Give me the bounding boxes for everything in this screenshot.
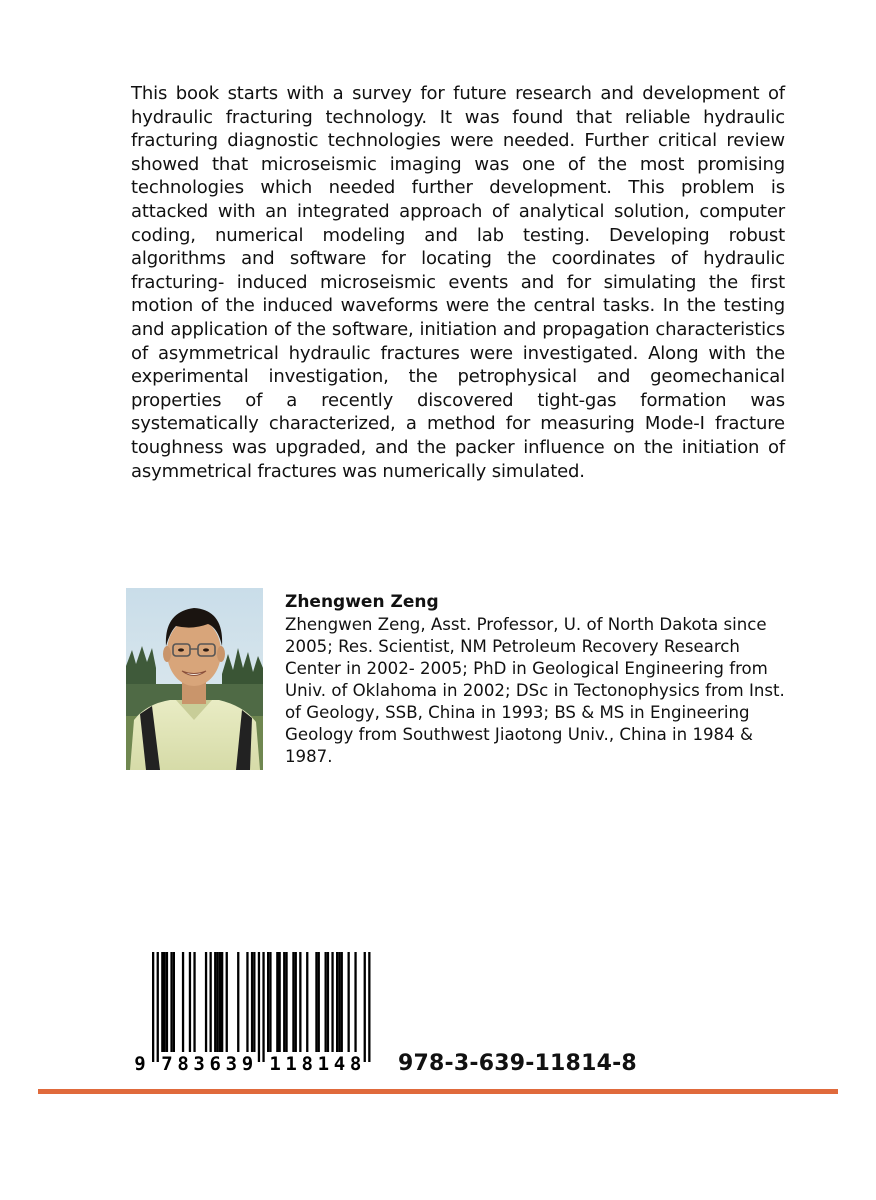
barcode-bar	[221, 952, 223, 1052]
barcode-bar	[283, 952, 285, 1052]
author-photo	[126, 588, 263, 770]
barcode-bar	[161, 952, 163, 1052]
barcode-digit: 8	[301, 1053, 313, 1074]
barcode-bar	[246, 952, 248, 1052]
isbn-barcode	[130, 946, 380, 1074]
barcode-bar	[299, 952, 301, 1052]
barcode-bar	[216, 952, 218, 1052]
barcode-digit: 1	[285, 1053, 297, 1074]
barcode-bar	[262, 952, 264, 1062]
barcode-bar	[219, 952, 221, 1052]
barcode-digit: 3	[193, 1053, 205, 1074]
barcode-bar	[182, 952, 184, 1052]
barcode-bar	[348, 952, 350, 1052]
barcode-digits	[134, 1053, 361, 1074]
barcode-bar	[253, 952, 255, 1052]
author-biography: Zhengwen Zeng, Asst. Professor, U. of North Dakota since 2005; Res. Scientist, NM Petroleum Recovery Research Center in 2002- 2005; PhD in Geological Engineering from Univ. of Oklahoma in 2002; DSc in Tectonophysics from Inst. of Geology, SSB, China in 1993; BS & MS in Engineering Geology from Southwest Jiaotong Univ., China in 1984 & 1987.	[285, 615, 785, 766]
barcode-digit: 9	[241, 1053, 254, 1074]
barcode-bar	[292, 952, 294, 1052]
barcode-bar	[152, 952, 154, 1062]
barcode-bar	[170, 952, 172, 1052]
barcode-bar	[205, 952, 207, 1052]
barcode-bar	[189, 952, 191, 1052]
barcode-bar	[164, 952, 166, 1052]
barcode-bar	[318, 952, 320, 1052]
barcode-bar	[193, 952, 195, 1052]
barcode-bar	[237, 952, 239, 1052]
barcode-bar	[338, 952, 340, 1052]
barcode-digit: 7	[161, 1053, 173, 1074]
barcode-bar	[306, 952, 308, 1052]
barcode-bars	[152, 952, 371, 1062]
barcode-digit: 1	[269, 1053, 281, 1074]
author-name: Zhengwen Zeng	[285, 592, 439, 612]
author-section	[126, 588, 786, 770]
barcode-bar	[279, 952, 281, 1052]
barcode-bar	[173, 952, 175, 1052]
barcode-bar	[258, 952, 260, 1062]
barcode-bar	[364, 952, 366, 1062]
barcode-digit: 9	[134, 1053, 146, 1074]
barcode-bar	[166, 952, 168, 1052]
barcode-bar	[210, 952, 212, 1052]
barcode-bar	[341, 952, 343, 1052]
barcode-bar	[331, 952, 333, 1052]
barcode-bar	[354, 952, 356, 1052]
barcode-bar	[251, 952, 253, 1052]
back-cover-blurb: This book starts with a survey for future research and development of hydraulic fracturing technology. It was found that reliable hydraulic fracturing diagnostic technologies were needed. Further critical review showed that microseismic imaging was one of the most promising technologies which needed further development. This problem is attacked with an integrated approach of analytical solution, computer coding, numerical modeling and lab testing. Developing robust algorithms and software for locating the coordinates of hydraulic fracturing- induced microseismic events and for simulating the first motion of the induced waveforms were the central tasks. In the testing and application of the software, initiation and propagation characteristics of asymmetrical hydraulic fractures were investigated. Along with the experimental investigation, the petrophysical and geomechanical properties of a recently discovered tight-gas formation was systematically characterized, a method for measuring Mode-I fracture toughness was upgraded, and the packer influence on the initiation of asymmetrical fractures was numerically simulated.	[131, 83, 785, 482]
barcode-digit: 1	[317, 1053, 330, 1074]
barcode-bar	[325, 952, 327, 1052]
footer-rule	[38, 1089, 838, 1094]
barcode-bar	[269, 952, 271, 1052]
barcode-digit: 6	[209, 1053, 221, 1074]
barcode-bar	[276, 952, 278, 1052]
isbn-number: 978-3-639-11814-8	[398, 1051, 637, 1076]
barcode-digit: 8	[177, 1053, 189, 1074]
barcode-bar	[336, 952, 338, 1052]
barcode-bar	[327, 952, 329, 1052]
barcode-bar	[285, 952, 287, 1052]
barcode-bar	[368, 952, 370, 1062]
barcode-bar	[157, 952, 159, 1062]
barcode-digit: 8	[349, 1053, 362, 1074]
barcode-bar	[267, 952, 269, 1052]
author-bio-block	[285, 591, 795, 768]
barcode-digit: 4	[333, 1053, 346, 1074]
barcode-bar	[315, 952, 317, 1052]
barcode-bar	[214, 952, 216, 1052]
barcode-bar	[226, 952, 228, 1052]
barcode-digit: 3	[225, 1053, 238, 1074]
barcode-bar	[295, 952, 297, 1052]
